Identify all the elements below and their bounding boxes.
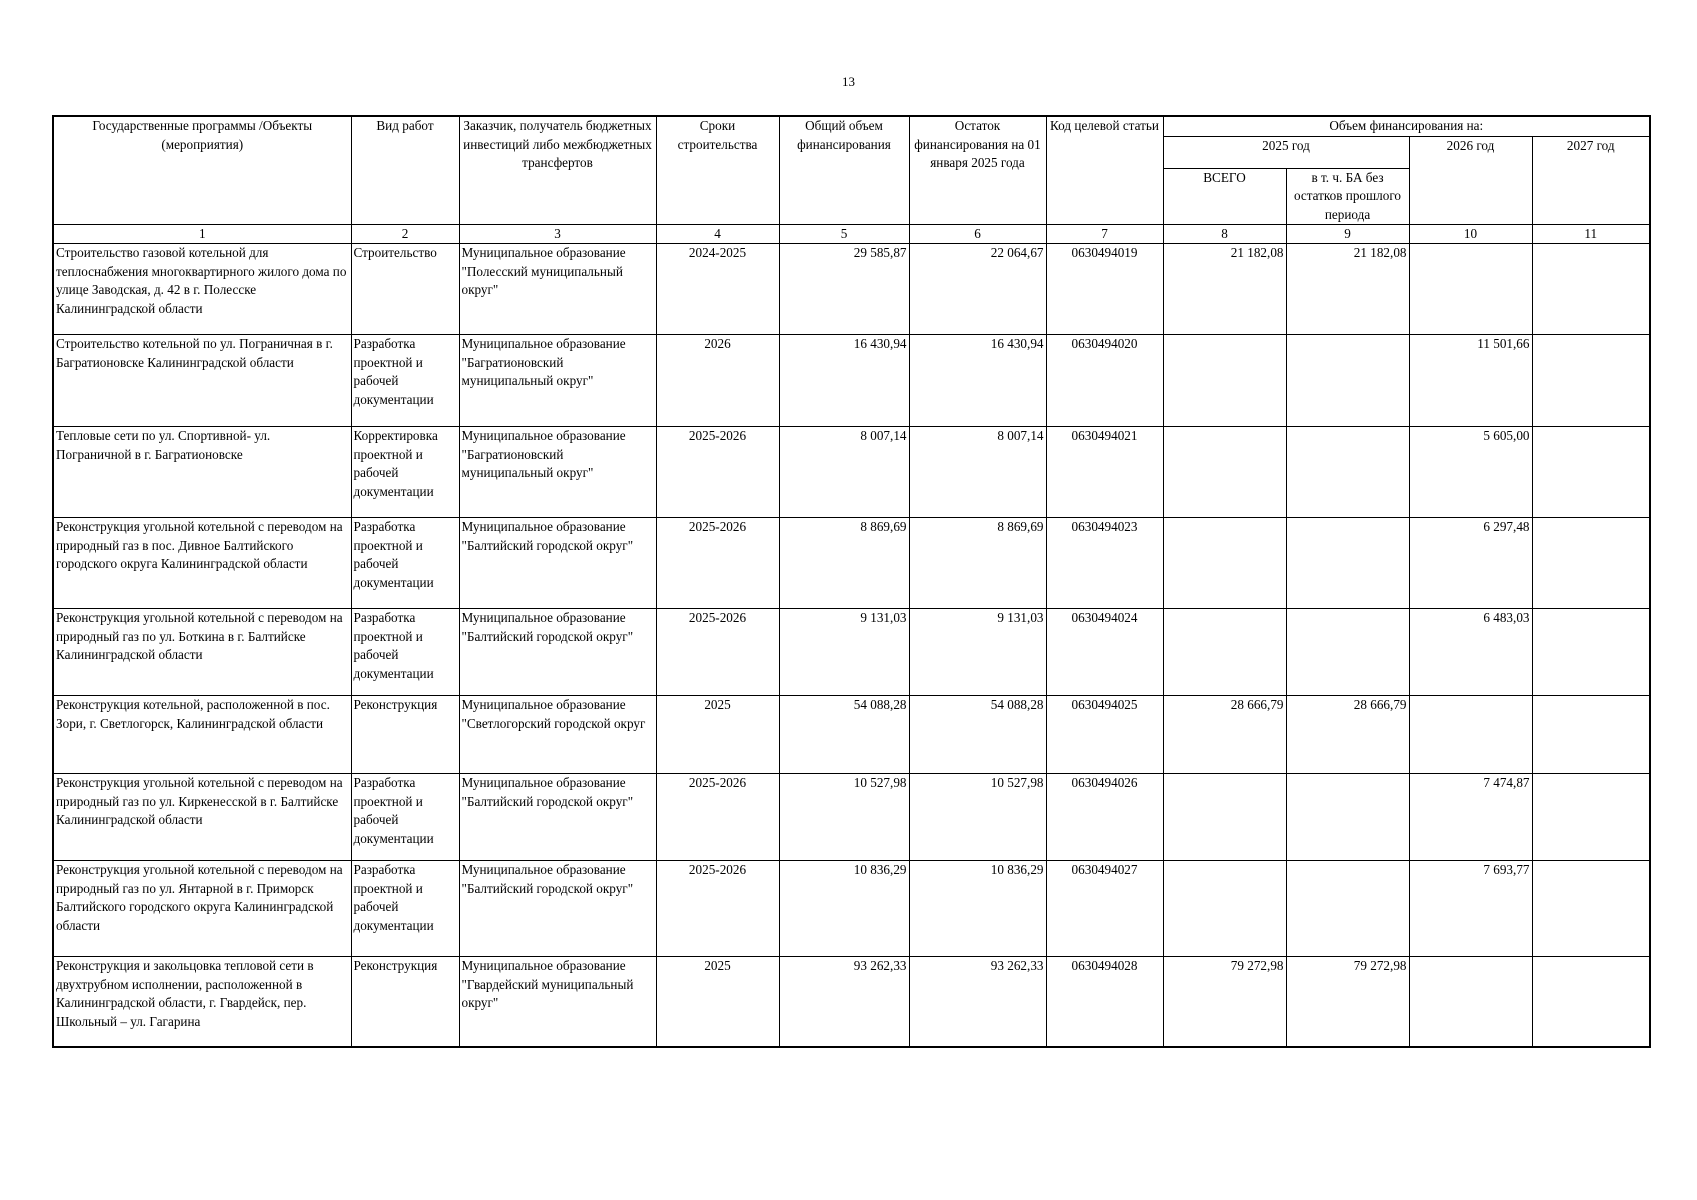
table-row <box>53 427 1650 518</box>
cell-object: Тепловые сети по ул. Спортивной- ул. Пограничной в г. Багратионовске <box>53 427 351 518</box>
cell-object: Реконструкция угольной котельной с переводом на природный газ по ул. Киркенесской в г. Балтийске Калининградской области <box>53 774 351 861</box>
cell-2025-ba <box>1286 774 1409 861</box>
cell-2026: 5 605,00 <box>1409 427 1532 518</box>
cell-2027 <box>1532 861 1650 957</box>
cell-2025-ba <box>1286 427 1409 518</box>
cell-total: 16 430,94 <box>779 335 909 427</box>
column-number: 9 <box>1286 225 1409 244</box>
cell-object: Реконструкция угольной котельной с переводом на природный газ по ул. Боткина в г. Балтийске Калининградской области <box>53 609 351 696</box>
cell-2026 <box>1409 696 1532 774</box>
cell-customer: Муниципальное образование "Балтийский городской округ" <box>459 774 656 861</box>
table-row <box>53 518 1650 609</box>
header-work-type: Вид работ <box>351 116 459 225</box>
cell-2026: 11 501,66 <box>1409 335 1532 427</box>
cell-2027 <box>1532 696 1650 774</box>
cell-remaining: 22 064,67 <box>909 244 1046 335</box>
cell-period: 2025-2026 <box>656 427 779 518</box>
cell-2027 <box>1532 957 1650 1047</box>
cell-2027 <box>1532 518 1650 609</box>
cell-period: 2024-2025 <box>656 244 779 335</box>
cell-work-type: Корректировка проектной и рабочей документации <box>351 427 459 518</box>
cell-code: 0630494028 <box>1046 957 1163 1047</box>
cell-work-type: Разработка проектной и рабочей документации <box>351 518 459 609</box>
cell-total: 93 262,33 <box>779 957 909 1047</box>
cell-work-type: Разработка проектной и рабочей документации <box>351 609 459 696</box>
table-header <box>53 116 1650 244</box>
cell-period: 2025 <box>656 696 779 774</box>
cell-code: 0630494027 <box>1046 861 1163 957</box>
header-period: Сроки строительства <box>656 116 779 225</box>
cell-2025-ba: 21 182,08 <box>1286 244 1409 335</box>
column-number: 5 <box>779 225 909 244</box>
cell-2025-ba: 28 666,79 <box>1286 696 1409 774</box>
cell-remaining: 10 527,98 <box>909 774 1046 861</box>
cell-work-type: Реконструкция <box>351 696 459 774</box>
cell-code: 0630494024 <box>1046 609 1163 696</box>
column-number: 11 <box>1532 225 1650 244</box>
table-row <box>53 861 1650 957</box>
cell-object: Строительство котельной по ул. Пограничная в г. Багратионовске Калининградской области <box>53 335 351 427</box>
cell-total: 10 836,29 <box>779 861 909 957</box>
cell-customer: Муниципальное образование "Балтийский городской округ" <box>459 609 656 696</box>
column-number: 2 <box>351 225 459 244</box>
cell-2025-total <box>1163 518 1286 609</box>
cell-2027 <box>1532 427 1650 518</box>
table-row <box>53 244 1650 335</box>
cell-2025-ba <box>1286 609 1409 696</box>
cell-total: 8 869,69 <box>779 518 909 609</box>
table-body <box>53 244 1650 1047</box>
cell-work-type: Строительство <box>351 244 459 335</box>
cell-2025-total <box>1163 774 1286 861</box>
cell-work-type: Разработка проектной и рабочей документации <box>351 861 459 957</box>
cell-remaining: 8 007,14 <box>909 427 1046 518</box>
cell-2026: 7 474,87 <box>1409 774 1532 861</box>
cell-remaining: 9 131,03 <box>909 609 1046 696</box>
cell-2025-total: 79 272,98 <box>1163 957 1286 1047</box>
column-number: 7 <box>1046 225 1163 244</box>
cell-work-type: Разработка проектной и рабочей документации <box>351 774 459 861</box>
cell-2025-ba <box>1286 861 1409 957</box>
cell-work-type: Разработка проектной и рабочей документации <box>351 335 459 427</box>
header-year-2025: 2025 год <box>1163 136 1409 168</box>
cell-code: 0630494020 <box>1046 335 1163 427</box>
cell-2025-total <box>1163 335 1286 427</box>
cell-2026: 7 693,77 <box>1409 861 1532 957</box>
header-objects: Государственные программы /Объекты (мероприятия) <box>53 116 351 225</box>
cell-2025-total <box>1163 427 1286 518</box>
cell-object: Реконструкция угольной котельной с переводом на природный газ в пос. Дивное Балтийского городского округа Калининградской области <box>53 518 351 609</box>
cell-total: 29 585,87 <box>779 244 909 335</box>
cell-remaining: 10 836,29 <box>909 861 1046 957</box>
cell-period: 2025 <box>656 957 779 1047</box>
cell-2025-ba: 79 272,98 <box>1286 957 1409 1047</box>
cell-remaining: 8 869,69 <box>909 518 1046 609</box>
header-year-2026: 2026 год <box>1409 136 1532 225</box>
header-financing-volume: Объем финансирования на: <box>1163 116 1650 136</box>
cell-period: 2026 <box>656 335 779 427</box>
cell-2025-total: 28 666,79 <box>1163 696 1286 774</box>
cell-object: Реконструкция угольной котельной с переводом на природный газ по ул. Янтарной в г. Приморск Балтийского городского округа Калининградской области <box>53 861 351 957</box>
cell-work-type: Реконструкция <box>351 957 459 1047</box>
column-number: 6 <box>909 225 1046 244</box>
cell-2026 <box>1409 244 1532 335</box>
header-total-financing: Общий объем финансирования <box>779 116 909 225</box>
header-customer: Заказчик, получатель бюджетных инвестиций либо межбюджетных трансфертов <box>459 116 656 225</box>
cell-customer: Муниципальное образование "Гвардейский муниципальный округ" <box>459 957 656 1047</box>
cell-2025-total: 21 182,08 <box>1163 244 1286 335</box>
cell-object: Реконструкция котельной, расположенной в пос. Зори, г. Светлогорск, Калининградской области <box>53 696 351 774</box>
table-row <box>53 335 1650 427</box>
cell-customer: Муниципальное образование "Светлогорский городской округ <box>459 696 656 774</box>
cell-2027 <box>1532 774 1650 861</box>
table-row <box>53 774 1650 861</box>
header-remaining: Остаток финансирования на 01 января 2025 года <box>909 116 1046 225</box>
cell-customer: Муниципальное образование "Полесский муниципальный округ" <box>459 244 656 335</box>
column-number: 8 <box>1163 225 1286 244</box>
column-number-row <box>53 225 1650 244</box>
cell-customer: Муниципальное образование "Балтийский городской округ" <box>459 861 656 957</box>
cell-2026: 6 483,03 <box>1409 609 1532 696</box>
header-2025-ba: в т. ч. БА без остатков прошлого периода <box>1286 168 1409 225</box>
column-number: 10 <box>1409 225 1532 244</box>
cell-2026 <box>1409 957 1532 1047</box>
cell-period: 2025-2026 <box>656 774 779 861</box>
cell-object: Реконструкция и закольцовка тепловой сети в двухтрубном исполнении, расположенной в Калининградской области, г. Гвардейск, пер. Школьный – ул. Гагарина <box>53 957 351 1047</box>
cell-2025-ba <box>1286 335 1409 427</box>
cell-period: 2025-2026 <box>656 518 779 609</box>
cell-2025-ba <box>1286 518 1409 609</box>
cell-customer: Муниципальное образование "Багратионовский муниципальный округ" <box>459 335 656 427</box>
table-row <box>53 696 1650 774</box>
page-number: 13 <box>842 74 855 89</box>
column-number: 3 <box>459 225 656 244</box>
cell-code: 0630494021 <box>1046 427 1163 518</box>
cell-remaining: 16 430,94 <box>909 335 1046 427</box>
investment-table <box>52 115 1651 1048</box>
table-row <box>53 609 1650 696</box>
cell-code: 0630494026 <box>1046 774 1163 861</box>
header-2025-total: ВСЕГО <box>1163 168 1286 225</box>
cell-2025-total <box>1163 609 1286 696</box>
header-target-code: Код целевой статьи <box>1046 116 1163 225</box>
cell-2027 <box>1532 335 1650 427</box>
cell-remaining: 93 262,33 <box>909 957 1046 1047</box>
header-year-2027: 2027 год <box>1532 136 1650 225</box>
cell-total: 10 527,98 <box>779 774 909 861</box>
column-number: 1 <box>53 225 351 244</box>
cell-total: 8 007,14 <box>779 427 909 518</box>
cell-code: 0630494025 <box>1046 696 1163 774</box>
cell-2025-total <box>1163 861 1286 957</box>
cell-remaining: 54 088,28 <box>909 696 1046 774</box>
cell-total: 54 088,28 <box>779 696 909 774</box>
cell-period: 2025-2026 <box>656 609 779 696</box>
cell-customer: Муниципальное образование "Багратионовский муниципальный округ" <box>459 427 656 518</box>
cell-object: Строительство газовой котельной для теплоснабжения многоквартирного жилого дома по улице Заводская, д. 42 в г. Полесске Калининградской области <box>53 244 351 335</box>
table-row <box>53 957 1650 1047</box>
cell-total: 9 131,03 <box>779 609 909 696</box>
cell-period: 2025-2026 <box>656 861 779 957</box>
cell-code: 0630494023 <box>1046 518 1163 609</box>
column-number: 4 <box>656 225 779 244</box>
cell-customer: Муниципальное образование "Балтийский городской округ" <box>459 518 656 609</box>
cell-2027 <box>1532 609 1650 696</box>
cell-2026: 6 297,48 <box>1409 518 1532 609</box>
cell-2027 <box>1532 244 1650 335</box>
cell-code: 0630494019 <box>1046 244 1163 335</box>
